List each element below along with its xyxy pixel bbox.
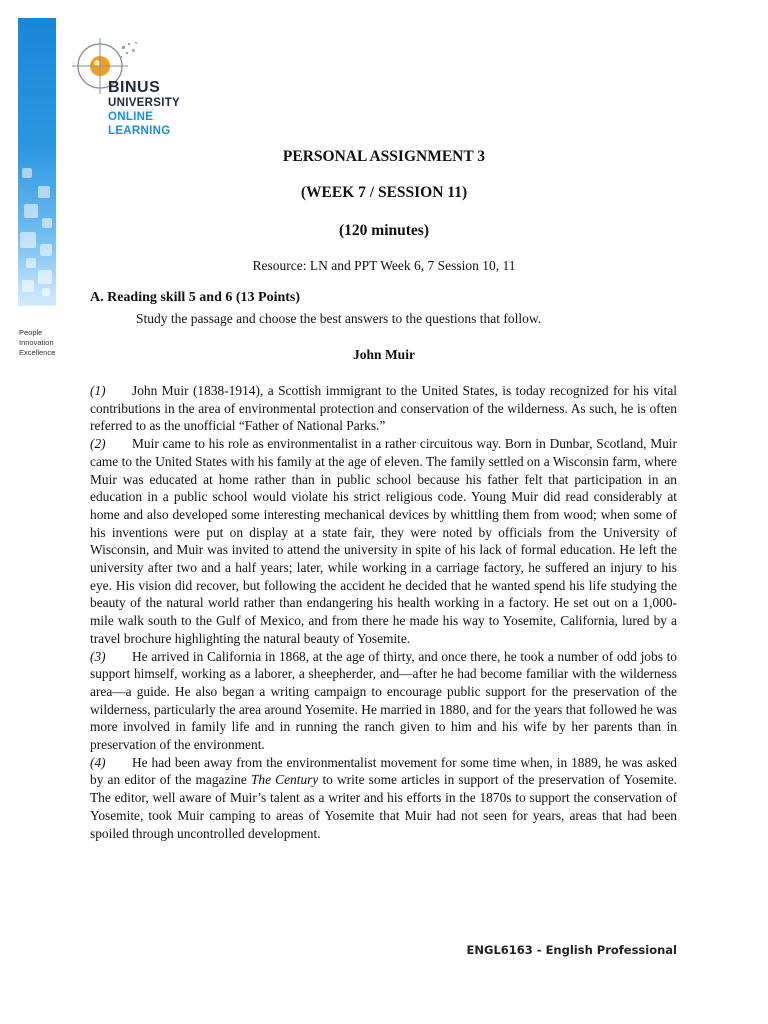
paragraph-number: (3)	[90, 648, 106, 664]
tagline-excellence: Excellence	[19, 348, 56, 357]
course-footer: ENGL6163 - English Professional	[466, 943, 677, 957]
logo-university: UNIVERSITY	[108, 97, 181, 109]
paragraph-1	[90, 382, 677, 435]
duration: (120 minutes)	[339, 222, 429, 239]
paragraph-text: He arrived in California in 1868, at the age of thirty, and once there, he took a number of odd jobs to support himself, working as a laborer, a sheepherder, and—after he had become familiar with the wilderness area—a guide. He also began a writing campaign to encourage public support for the preservation of the wilderness, particularly the area around Yosemite. He married in 1880, and for the years that followed he was more involved in family life and in running the ranch given to him and his wife by her parents than in preservation of the environment.	[90, 648, 677, 753]
paragraph-text: Muir came to his role as environmentalist in a rather circuitous way. Born in Dunbar, Scotland, Muir came to the United States with his family at the age of eleven. The family settled on a Wisconsin farm, where Muir was educated at home rather than in public school because his father felt that participation in an education in a public school would violate his strict religious code. Young Muir did read considerably at home and also developed some interesting mechanical devices by whittling them from wood; when some of his inventions were put on display at a state fair, they were noted by officials from the University of Wisconsin, and Muir was invited to attend the university in spite of his lack of formal education. He left the university after two and a half years; later, while working in a carriage factory, he suffered an injury to his eye. His vision did recover, but following the accident he decided that he wanted spend his life studying the beauty of the natural world rather than endangering his health working in a factory. He set out on a 1,000-mile walk south to the Gulf of Mexico, and from there he made his way to Yosemite, California, lured by a travel brochure highlighting the natural beauty of Yosemite.	[90, 436, 677, 646]
paragraph-number: (1)	[90, 383, 106, 398]
logo-wordmark	[108, 80, 180, 138]
paragraph-number: (4)	[90, 754, 106, 770]
tagline-people: People	[19, 328, 43, 337]
paragraph-2	[90, 435, 677, 647]
assignment-title: PERSONAL ASSIGNMENT 3	[282, 148, 486, 165]
magazine-title: The Century	[250, 772, 319, 788]
section-title: A. Reading skill 5 and 6 (13 Points)	[90, 290, 301, 305]
paragraph-4	[90, 754, 677, 843]
paragraph-number: (2)	[90, 436, 106, 452]
resource-line: Resource: LN and PPT Week 6, 7 Session 10, 11	[252, 258, 516, 273]
week-session: (WEEK 7 / SESSION 11)	[300, 184, 468, 201]
paragraph-text: John Muir (1838-1914), a Scottish immigrant to the United States, is today recognized for his vital contributions in the area of environmental protection and conservation of the wilderness. As such, he is often referred to as the unofficial “Father of National Parks.”	[90, 383, 677, 434]
logo-online: ONLINE	[108, 111, 154, 123]
paragraph-3	[90, 648, 677, 754]
section-instruction: Study the passage and choose the best answers to the questions that follow.	[136, 311, 542, 326]
paragraph-text-end: to write some articles in support of the preservation of Yosemite. The editor, well aware of Muir’s talent as a writer and his efforts in the 1870s to support the conservation of Yosemite, took Muir camping to areas of Yosemite that Muir had not seen for years, areas that had been spoiled through uncontrolled development.	[90, 772, 677, 841]
passage-body	[90, 382, 677, 842]
paragraph-text-start: He had been away from the environmentalist movement for some time when, in 1889, he was asked by an editor of the magazine	[90, 754, 677, 788]
tagline-innovation: Innovation	[19, 338, 54, 347]
logo-binus: BINUS	[108, 79, 161, 96]
logo-learning: LEARNING	[108, 125, 171, 137]
passage-title: John Muir	[353, 347, 415, 362]
